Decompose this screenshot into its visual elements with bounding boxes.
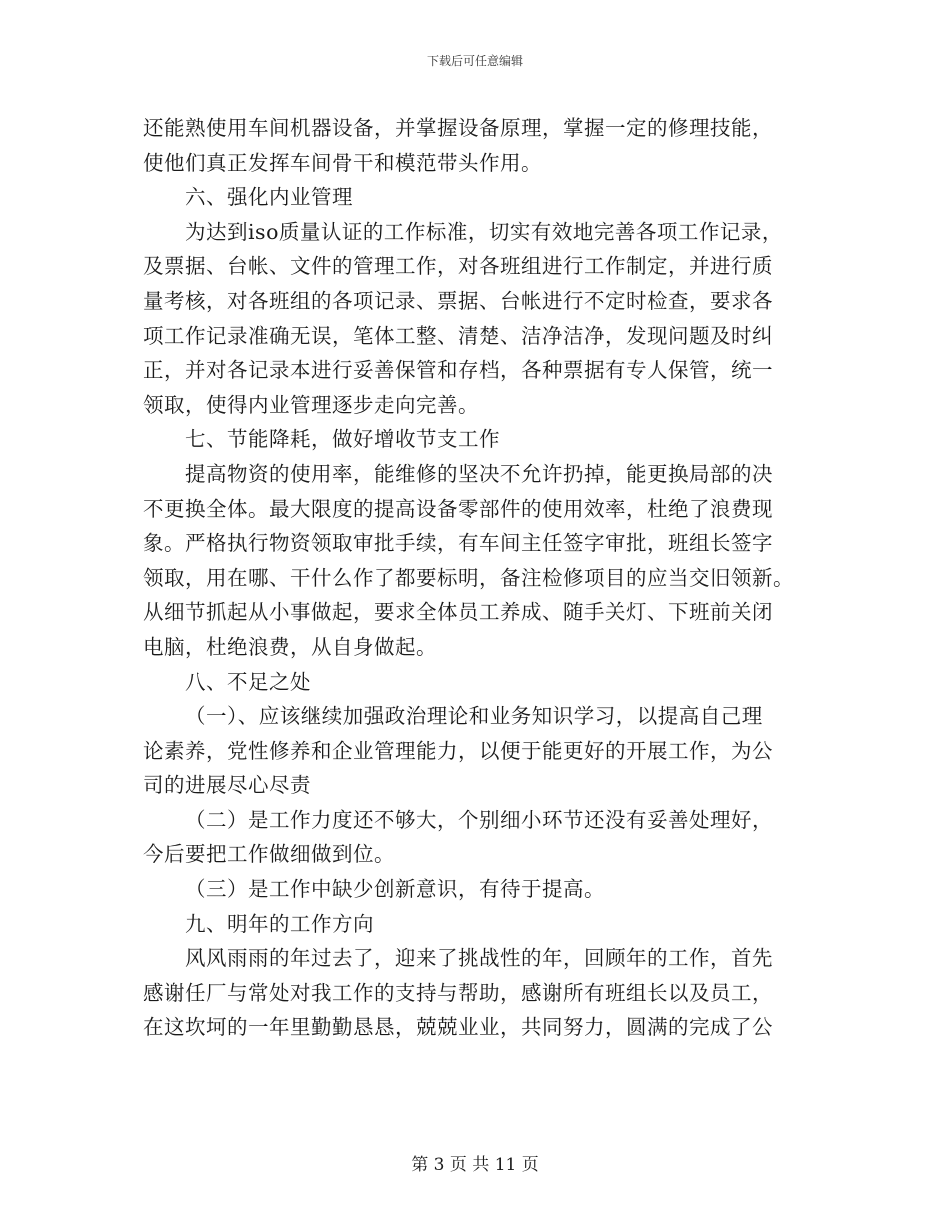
body-line: 今后要把工作做细做到位。 xyxy=(143,842,395,867)
section-heading: 九、明年的工作方向 xyxy=(185,911,374,936)
body-line: （三）是工作中缺少创新意识，有待于提高。 xyxy=(185,877,605,902)
page-header: 下载后可任意编辑 xyxy=(426,54,523,68)
section-heading: 七、节能降耗，做好增收节支工作 xyxy=(185,427,500,452)
body-line: 感谢任厂与常处对我工作的支持与帮助，感谢所有班组长以及员工， xyxy=(143,980,773,1005)
body-line: 量考核，对各班组的各项记录、票据、台帐进行不定时检查，要求各 xyxy=(143,288,773,313)
body-line: 使他们真正发挥车间骨干和模范带头作用。 xyxy=(143,150,542,175)
body-line: 及票据、台帐、文件的管理工作，对各班组进行工作制定，并进行质 xyxy=(143,254,773,279)
body-line: 不更换全体。最大限度的提高设备零部件的使用效率，杜绝了浪费现 xyxy=(143,496,773,521)
body-line: 论素养，党性修养和企业管理能力，以便于能更好的开展工作，为公 xyxy=(143,738,773,763)
body-line: 电脑，杜绝浪费，从自身做起。 xyxy=(143,634,437,659)
body-line: 风风雨雨的年过去了，迎来了挑战性的年，回顾年的工作，首先 xyxy=(185,946,773,971)
body-line: 为达到iso质量认证的工作标准，切实有效地完善各项工作记录， xyxy=(185,219,783,244)
body-line: 象。严格执行物资领取审批手续，有车间主任签字审批，班组长签字 xyxy=(143,531,773,556)
section-heading: 八、不足之处 xyxy=(185,669,311,694)
body-line: 司的进展尽心尽责 xyxy=(143,773,311,798)
page-number-footer: 第 3 页 共 11 页 xyxy=(411,1155,539,1175)
section-heading: 六、强化内业管理 xyxy=(185,185,353,210)
body-line: 领取，使得内业管理逐步走向完善。 xyxy=(143,392,479,417)
body-line: （二）是工作力度还不够大，个别细小环节还没有妥善处理好， xyxy=(185,807,773,832)
body-line: 从细节抓起从小事做起，要求全体员工养成、随手关灯、下班前关闭 xyxy=(143,600,773,625)
body-line: 在这坎坷的一年里勤勤恳恳，兢兢业业，共同努力，圆满的完成了公 xyxy=(143,1015,773,1040)
document-body xyxy=(143,111,808,1045)
body-line: （一）、应该继续加强政治理论和业务知识学习，以提高自己理 xyxy=(185,704,763,729)
body-line: 还能熟使用车间机器设备，并掌握设备原理，掌握一定的修理技能， xyxy=(143,116,773,140)
body-line: 领取，用在哪、干什么作了都要标明，备注检修项目的应当交旧领新。 xyxy=(143,565,794,590)
body-line: 提高物资的使用率，能维修的坚决不允许扔掉，能更换局部的决 xyxy=(185,461,773,486)
body-line: 项工作记录准确无误，笔体工整、清楚、洁净洁净，发现问题及时纠 xyxy=(143,323,773,348)
body-line: 正，并对各记录本进行妥善保管和存档，各种票据有专人保管，统一 xyxy=(143,358,773,383)
